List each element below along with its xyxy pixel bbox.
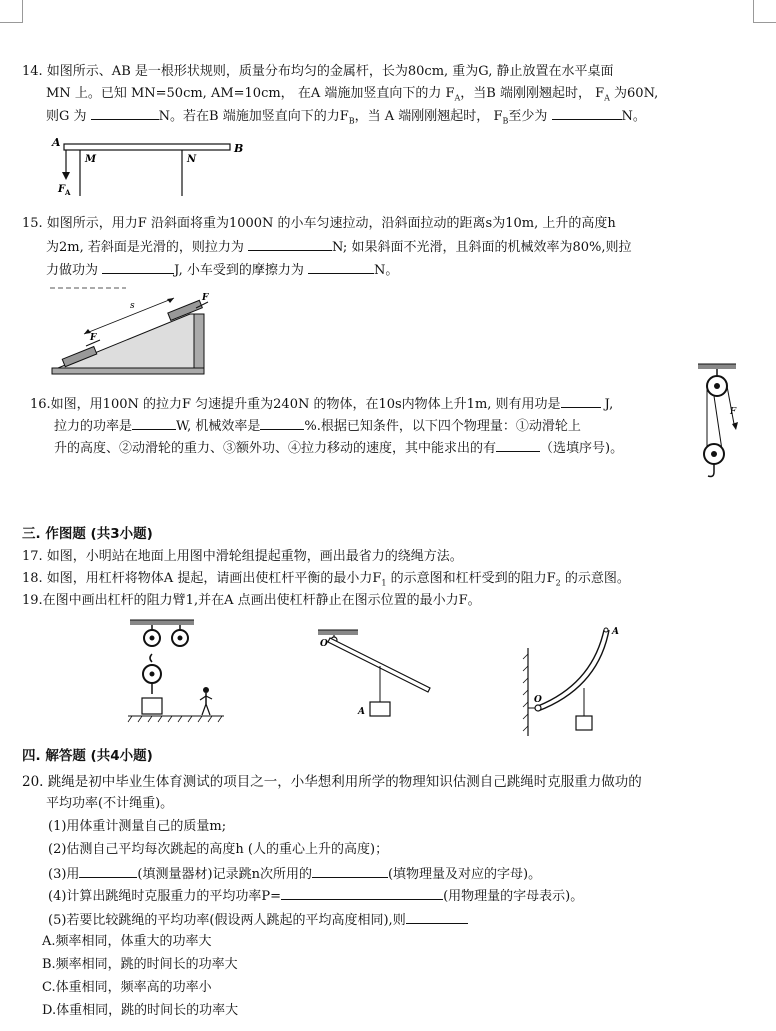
q20-blank-3 [281,885,443,900]
q15-label-f-upper: F [202,293,209,303]
q15-line2: 为2m, 若斜面是光滑的，则拉力为 N; 如果斜面不光滑，且斜面的机械效率为80%,则拉 [46,236,631,258]
q15-figure-incline [46,284,216,380]
q18-figure-lever [314,628,434,723]
q18-label-o: O [320,639,328,649]
q19-text: 19.在图中画出杠杆的阻力臂1,并在A 点画出使杠杆静止在图示位置的最小力F。 [22,593,481,608]
q20-step5: (5)若要比较跳绳的平均功率(假设两人跳起的平均高度相同),则 [48,909,468,931]
q15-line1: 15. 如图所示，用力F 沿斜面将重为1000N 的小车匀速拉动，沿斜面拉动的距离s为10m, 上升的高度h [22,216,616,231]
q17-figure-pulley-person [128,618,238,738]
q14-line3: 则G 为 N。若在B 端施加竖直向下的力$F_B$，当 A 端刚刚翘起时， $F_B$至少为 N。 [46,105,646,132]
q16-line3: 升的高度、②动滑轮的重力、③额外功、④拉力移动的速度，其中能求出的有 （选填序号)。 [54,437,623,459]
q20-step1: (1)用体重计测量自己的质量m; [48,819,227,834]
q18-text: 18. 如图，用杠杆将物体A 提起，请画出使杠杆平衡的最小力$F_1$ 的示意图和杠杆受到的阻力$F_2$ 的示意图。 [22,571,630,588]
q15-blank-2 [102,259,174,274]
q15-label-f-lower: F [90,333,97,343]
q20-blank-2 [312,863,388,878]
q20-option-a: A.频率相同，体重大的功率大 [42,934,212,949]
section4-title: 四. 解答题 (共4小题) [22,748,153,764]
q20-step2: (2)估测自己平均每次跳起的高度h (人的重心上升的高度)； [48,842,389,857]
q20-option-c: C.体重相同，频率高的功率小 [42,980,212,995]
q16-line1: 16.如图，用100N 的拉力F 匀速提升重为240N 的物体，在10s内物体上升1m, 则有用功是 J, [30,393,613,415]
q14-label-b: B [234,142,244,155]
q20-step3: (3)用 (填测量器材)记录跳n次所用的 (填物理量及对应的字母)。 [48,863,541,885]
svg-text:A: A [65,188,71,197]
q14-blank-2 [552,105,622,120]
q20-blank-1 [79,863,137,878]
q14-figure-rod [50,134,250,204]
q15-blank-3 [308,259,374,274]
q14-label-m: M [85,154,97,165]
page-corner-mark-right [753,0,776,23]
q16-line2: 拉力的功率是 W, 机械效率是 %.根据已知条件，以下四个物理量：①动滑轮上 [54,415,581,437]
q20-line2: 平均功率(不计绳重)。 [46,796,174,811]
q17-text: 17. 如图，小明站在地面上用图中滑轮组提起重物，画出最省力的绕绳方法。 [22,549,463,564]
q16-blank-2 [132,415,176,430]
q15-label-s: s [130,301,135,311]
q14-label-f: F [58,184,66,195]
q20-option-b: B.频率相同，跳的时间长的功率大 [42,957,238,972]
q14-line1: 14. 如图所示、AB 是一根形状规则，质量分布均匀的金属杆，长为80cm, 重为G, 静止放置在水平桌面 [22,64,614,79]
q19-figure-curved-lever [522,624,632,739]
q20-step4: (4)计算出跳绳时克服重力的平均功率P= (用物理量的字母表示)。 [48,885,583,907]
q19-label-o: O [534,695,542,705]
q20-blank-4 [406,909,468,924]
q14-blank-1 [91,105,159,120]
q16-blank-4 [496,437,540,452]
page-corner-mark-left [0,0,23,23]
q16-label-f: F [730,407,737,417]
q20-line1: 20. 跳绳是初中毕业生体育测试的项目之一，小华想利用所学的物理知识估测自己跳绳时克服重力做功的 [22,774,642,790]
q20-option-d: D.体重相同，跳的时间长的功率大 [42,1003,239,1018]
q15-line3: 力做功为 J, 小车受到的摩擦力为 N。 [46,259,398,281]
q19-label-a: A [612,627,619,637]
q14-label-n: N [187,154,197,165]
q14-line2: MN 上。已知 MN=50cm, AM=10cm， 在A 端施加竖直向下的力 $F_A$，当B 端刚刚翘起时， $F_A$ 为60N, [46,86,659,103]
q15-blank-1 [248,236,332,251]
q16-blank-3 [260,415,304,430]
q16-figure-pulley [692,362,742,492]
q16-blank-1 [561,393,601,408]
q14-label-a: A [52,136,61,149]
section3-title: 三. 作图题 (共3小题) [22,526,153,542]
q18-label-a: A [358,707,365,717]
